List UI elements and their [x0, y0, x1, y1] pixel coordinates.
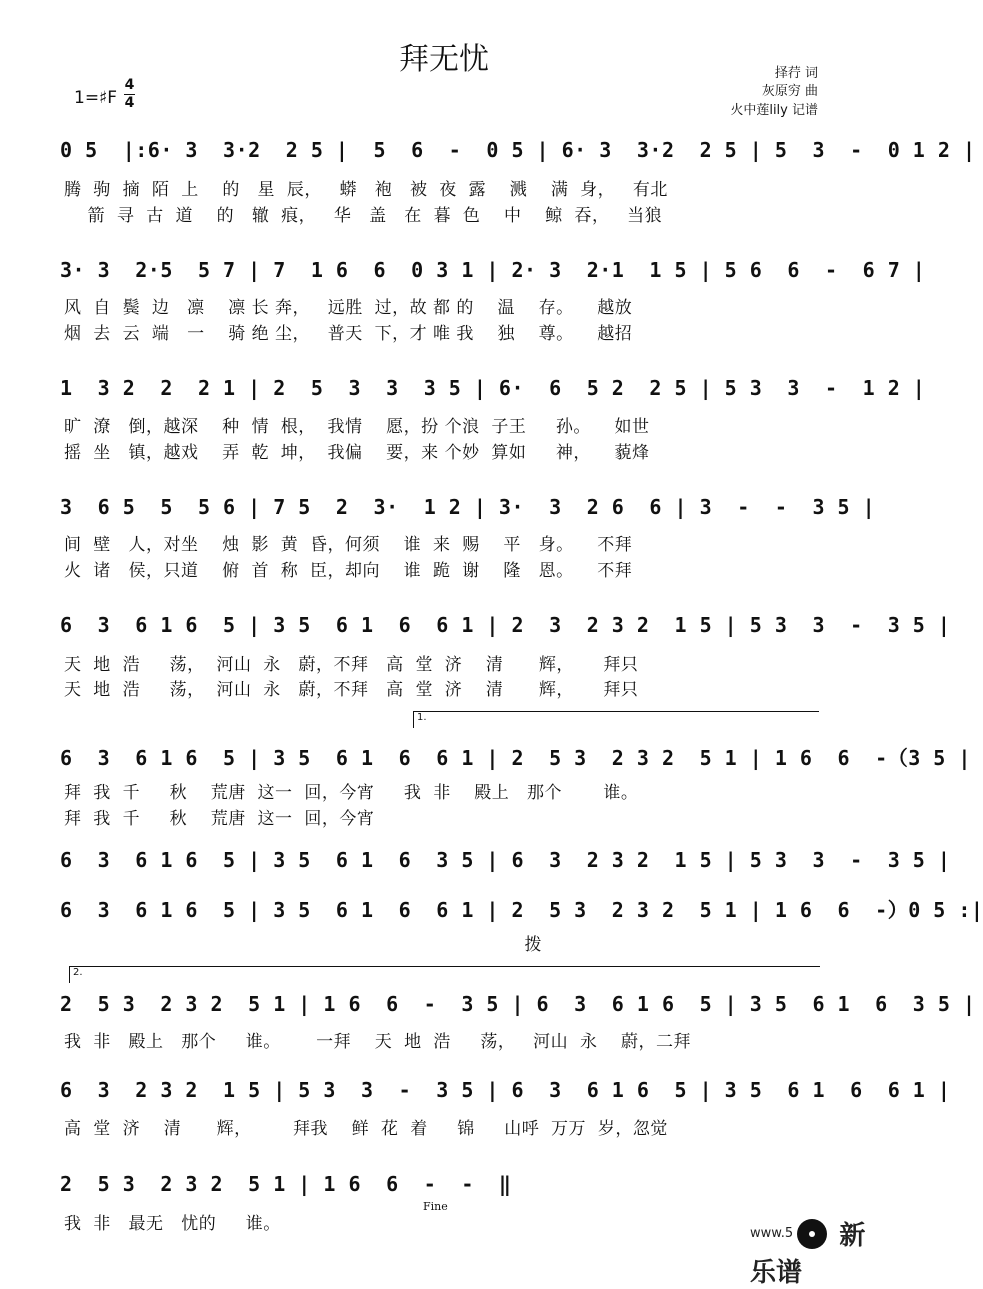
lyric-verse-2: 火 诸 侯，只道 俯 首 称 臣，却向 谁 跪 谢 隆 恩。 不拜 — [64, 561, 633, 581]
key-signature: 1=♯F — [74, 88, 118, 108]
composer-credit: 灰原穷 曲 — [761, 84, 818, 99]
lyric-verse-1: 旷 潦 倒，越深 种 情 根， 我情 愿，扮 个浪 子王 孙。 如世 — [64, 417, 650, 437]
fine-marker: Fine — [423, 1200, 448, 1213]
watermark — [750, 1215, 888, 1289]
notation-line: 3 6 5 5 5 6 | 7 5 2 3· 1 2 | 3· 3 2 6 6 | 3 - - 3 5 | — [60, 495, 876, 519]
volta-1-label: 1. — [417, 712, 427, 723]
notation-line: 3· 3 2·5 5 7 | 7 1 6 6 0 3 1 | 2· 3 2·1 1 5 | 5 6 6 - 6 7 | — [60, 258, 926, 282]
notation-line: 6 3 6 1 6 5 | 3 5 6 1 6 3 5 | 6 3 2 3 2 1 5 | 5 3 3 - 3 5 | — [60, 848, 951, 872]
lyric-verse-1: 间 壁 人，对坐 烛 影 黄 昏，何须 谁 来 赐 平 身。 不拜 — [64, 535, 633, 555]
lyric-verse-2: 烟 去 云 端 一 骑 绝 尘， 普天 下，才 唯 我 独 尊。 越招 — [64, 324, 633, 344]
lyric-verse-1: 高 堂 济 清 辉， 拜我 鲜 花 着 锦 山呼 万万 岁，忽觉 — [64, 1119, 668, 1139]
watermark-site: www.5 — [750, 1226, 794, 1241]
volta-bracket-1 — [413, 711, 819, 728]
watermark-brand: 新乐谱 — [750, 1221, 866, 1288]
notation-line: 6 3 6 1 6 5 | 3 5 6 1 6 6 1 | 2 5 3 2 3 2 5 1 | 1 6 6 -（3 5 | — [60, 746, 971, 770]
time-signature — [124, 78, 135, 111]
notation-line: 0 5 |:6· 3 3·2 2 5 | 5 6 - 0 5 | 6· 3 3·2 2 5 | 5 3 - 0 1 2 | — [60, 138, 976, 162]
lyric-verse-2: 摇 坐 镇，越戏 弄 乾 坤， 我偏 要，来 个妙 算如 神， 藐烽 — [64, 443, 650, 463]
lyric-verse-1: 风 自 鬓 边 凛 凛 长 奔， 远胜 过，故 都 的 温 存。 越放 — [64, 298, 633, 318]
time-signature-top: 4 — [124, 77, 135, 93]
notation-line: 1 3 2 2 2 1 | 2 5 3 3 3 5 | 6· 6 5 2 2 5 | 5 3 3 - 1 2 | — [60, 376, 926, 400]
time-signature-bottom: 4 — [124, 95, 135, 111]
lyric-verse-1: 我 非 最无 忧的 谁。 — [64, 1214, 281, 1234]
record-disc-icon — [797, 1219, 827, 1249]
lyric-verse-2: 箭 寻 古 道 的 辙 痕， 华 盖 在 暮 色 中 鲸 吞， 当狼 — [64, 206, 663, 226]
notation-line: 6 3 6 1 6 5 | 3 5 6 1 6 6 1 | 2 5 3 2 3 2 5 1 | 1 6 6 -）0 5 :| — [60, 898, 983, 922]
notation-line: 2 5 3 2 3 2 5 1 | 1 6 6 - - ‖ — [60, 1172, 512, 1196]
lyric-verse-1: 我 非 殿上 那个 谁。 一拜 天 地 浩 荡， 河山 永 蔚，二拜 — [64, 1032, 692, 1052]
notation-line: 6 3 6 1 6 5 | 3 5 6 1 6 6 1 | 2 3 2 3 2 1 5 | 5 3 3 - 3 5 | — [60, 613, 951, 637]
lyric-verse-2: 拜 我 千 秋 荒唐 这一 回，今宵 — [64, 809, 375, 829]
notation-line: 2 5 3 2 3 2 5 1 | 1 6 6 - 3 5 | 6 3 6 1 6 5 | 3 5 6 1 6 3 5 | — [60, 992, 976, 1016]
notation-line: 6 3 2 3 2 1 5 | 5 3 3 - 3 5 | 6 3 6 1 6 5 | 3 5 6 1 6 6 1 | — [60, 1078, 951, 1102]
lyricist-credit: 择荇 词 — [774, 66, 818, 81]
song-title: 拜无忧 — [399, 42, 489, 77]
lyric-verse-1: 拜 我 千 秋 荒唐 这一 回，今宵 我 非 殿上 那个 谁。 — [64, 783, 639, 803]
lyric-verse-1: 腾 驹 摘 陌 上 的 星 辰， 蟒 袍 被 夜 露 溅 满 身， 有北 — [64, 180, 668, 200]
lyric-verse-1: 拨 — [64, 935, 542, 955]
volta-2-label: 2. — [73, 967, 83, 978]
lyric-verse-1: 天 地 浩 荡， 河山 永 蔚，不拜 高 堂 济 清 辉， 拜只 — [64, 655, 639, 675]
volta-bracket-2 — [69, 966, 820, 983]
lyric-verse-2: 天 地 浩 荡， 河山 永 蔚，不拜 高 堂 济 清 辉， 拜只 — [64, 680, 639, 700]
transcriber-credit: 火中莲lily 记谱 — [730, 103, 818, 118]
